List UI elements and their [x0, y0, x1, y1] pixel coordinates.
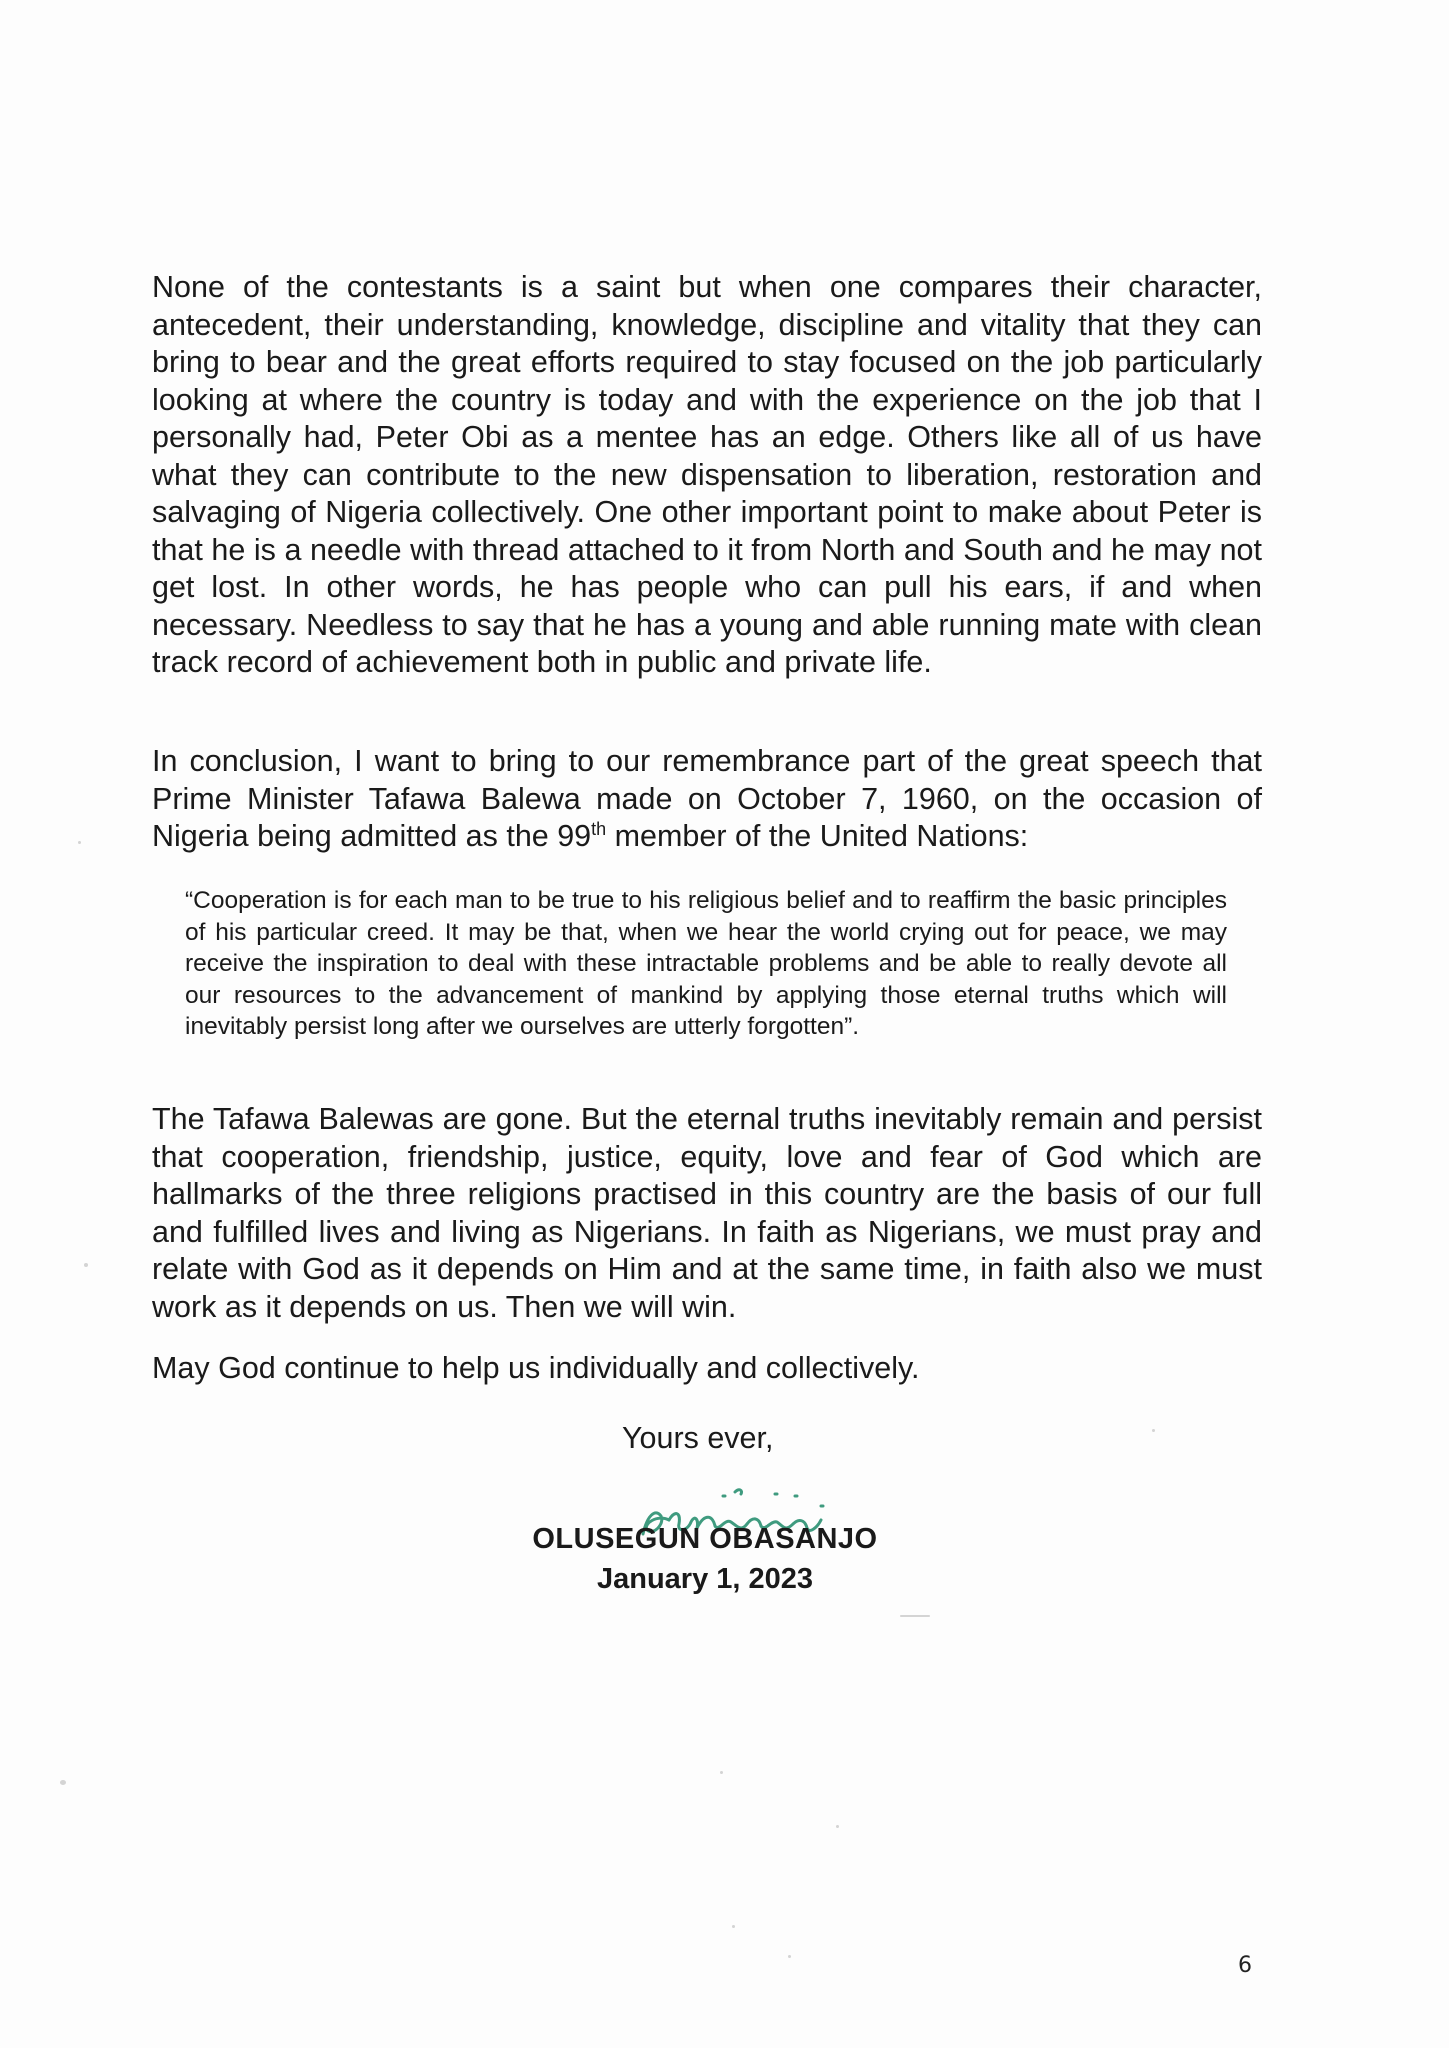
body-paragraph-2-tail: member of the United Nations: [606, 819, 1029, 853]
scan-speck [84, 1263, 88, 1267]
scan-speck [78, 841, 81, 844]
scan-speck [60, 1780, 66, 1785]
ordinal-superscript: th [591, 818, 607, 839]
closing-salutation: Yours ever, [622, 1421, 774, 1455]
signatory-name: OLUSEGUN OBASANJO [532, 1523, 878, 1555]
scan-speck [1152, 1429, 1155, 1432]
body-paragraph-2 [152, 743, 1262, 856]
scan-speck [720, 1771, 723, 1774]
scan-speck [900, 1615, 930, 1617]
body-paragraph-1: None of the contestants is a saint but when one compares their character, antecedent, their understanding, knowledge, discipline and vitality that they can bring to bear and the great efforts required to stay focused on the job particularly looking at where the country is today and with the experience on the job that I personally had, Peter Obi as a mentee has an edge. Others like all of us have what they can contribute to the new dispensation to liberation, restoration and salvaging of Nigeria collectively. One other important point to make about Peter is that he is a needle with thread attached to it from North and South and he may not get lost. In other words, he has people who can pull his ears, if and when necessary. Needless to say that he has a young and able running mate with clean track record of achievement both in public and private life. [152, 270, 1262, 679]
body-paragraph-4: May God continue to help us individually and collectively. [152, 1351, 920, 1385]
page-number: 6 [1238, 1953, 1252, 1978]
block-quote: “Cooperation is for each man to be true to his religious belief and to reaffirm the basic principles of his particular creed. It may be that, when we hear the world crying out for peace, we may receive the inspiration to deal with these intractable problems and be able to really devote all our resources to the advancement of mankind by applying those eternal truths which will inevitably persist long after we ourselves are utterly forgotten”. [185, 887, 1227, 1040]
body-paragraph-2-text: In conclusion, I want to bring to our remembrance part of the great speech that Prime Minister Tafawa Balewa made on October 7, 1960, on the occasion of Nigeria being admitted as the 99 [152, 744, 1262, 853]
scan-speck [788, 1955, 791, 1958]
letter-date: January 1, 2023 [596, 1563, 814, 1595]
scan-speck [836, 1825, 839, 1828]
scan-speck [732, 1925, 735, 1928]
body-paragraph-3: The Tafawa Balewas are gone. But the eternal truths inevitably remain and persist that cooperation, friendship, justice, equity, love and fear of God which are hallmarks of the three religions practised in this country are the basis of our full and fulfilled lives and living as Nigerians. In faith as Nigerians, we must pray and relate with God as it depends on Him and at the same time, in faith also we must work as it depends on us. Then we will win. [152, 1102, 1262, 1324]
